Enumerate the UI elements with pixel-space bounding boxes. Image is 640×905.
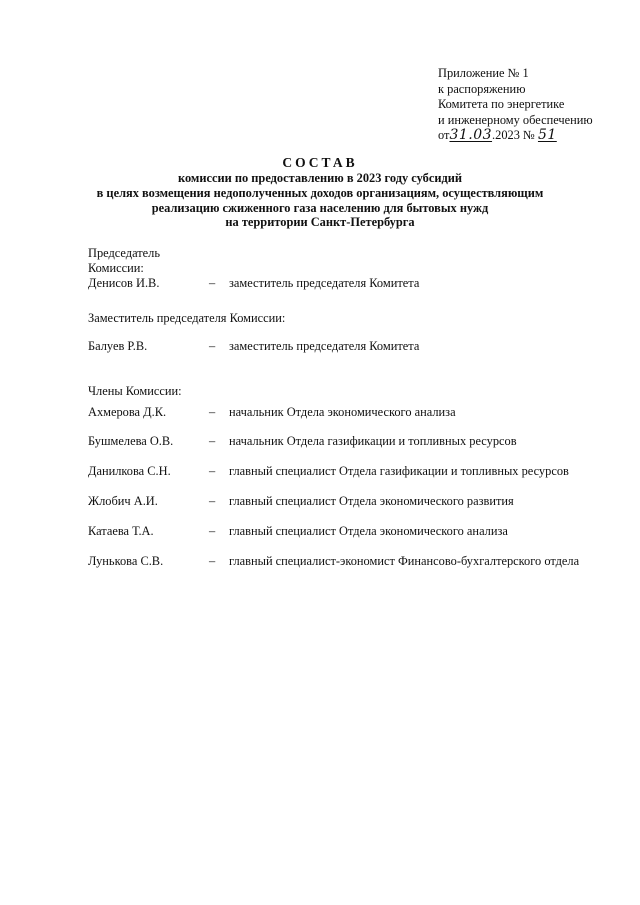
appendix-date-line: [438, 128, 633, 144]
appendix-line: к распоряжению: [438, 81, 526, 96]
chairman-label: Комиссии:: [88, 261, 144, 275]
member-position: главный специалист Отдела экономического анализа: [229, 524, 508, 538]
member-position: главный специалист Отдела газификации и топливных ресурсов: [229, 464, 569, 478]
title-line: в целях возмещения недополученных доходов организациям, осуществляющим: [96, 185, 544, 200]
dash: –: [209, 276, 216, 290]
document-title: [70, 154, 570, 230]
title-line: комиссии по предоставлению в 2023 году субсидий: [177, 171, 463, 185]
member-name: Катаева Т.А.: [88, 524, 154, 538]
member-position: главный специалист Отдела экономического развития: [229, 494, 514, 508]
member-position: начальник Отдела газификации и топливных ресурсов: [229, 434, 517, 448]
member-position: заместитель председателя Комитета: [229, 276, 420, 290]
member-position: главный специалист-экономист Финансово-бухгалтерского отдела: [229, 554, 580, 568]
title-line: на территории Санкт-Петербурга: [225, 215, 415, 230]
title-line: реализацию сжиженного газа населению для бытовых нужд: [151, 200, 489, 215]
date-year: .2023 №: [492, 128, 538, 143]
dash: –: [209, 464, 216, 478]
appendix-line: Приложение № 1: [438, 66, 529, 80]
title-main: СОСТАВ: [282, 155, 358, 170]
member-name: Денисов И.В.: [88, 276, 160, 290]
members-label: Члены Комиссии:: [88, 384, 182, 398]
member-name: Жлобич А.И.: [88, 494, 158, 508]
member-name: Балуев Р.В.: [88, 339, 148, 353]
member-name: Ахмерова Д.К.: [88, 405, 167, 419]
member-position: заместитель председателя Комитета: [229, 339, 420, 353]
member-position: начальник Отдела экономического анализа: [229, 405, 456, 419]
dash: –: [209, 494, 216, 508]
appendix-line: Комитета по энергетике: [438, 97, 565, 112]
dash: –: [209, 434, 216, 448]
dash: –: [209, 339, 216, 353]
member-name: Данилкова С.Н.: [88, 464, 171, 478]
handwritten-number: 51: [537, 127, 557, 144]
appendix-block: [438, 66, 633, 144]
member-name: Лунькова С.В.: [88, 554, 164, 568]
dash: –: [209, 554, 216, 568]
deputy-label: Заместитель председателя Комиссии:: [88, 311, 286, 325]
date-prefix: от: [438, 128, 450, 143]
member-name: Бушмелева О.В.: [88, 434, 174, 448]
appendix-line: и инженерному обеспечению: [438, 112, 593, 127]
handwritten-date: 31.03: [449, 127, 493, 144]
chairman-label: Председатель: [88, 246, 161, 260]
dash: –: [209, 405, 216, 419]
dash: –: [209, 524, 216, 538]
